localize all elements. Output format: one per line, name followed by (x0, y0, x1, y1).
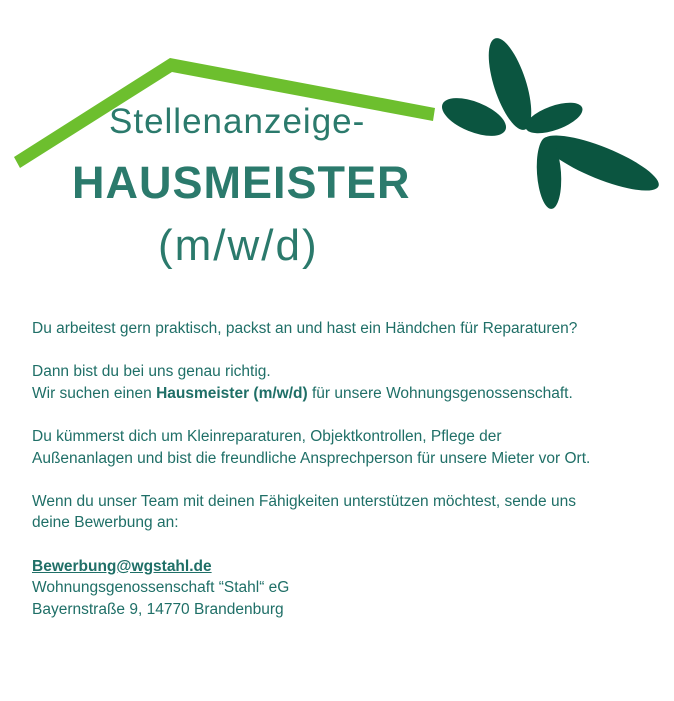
headline-hausmeister: HAUSMEISTER (72, 157, 411, 208)
job-description (32, 318, 592, 620)
email-link[interactable]: Bewerbung@wgstahl.de (32, 557, 212, 575)
offer-line-2-post: für unsere Wohnungsgenossenschaft. (307, 384, 573, 402)
offer-paragraph (32, 361, 592, 404)
headline-stellenanzeige: Stellenanzeige- (109, 102, 366, 141)
intro-question: Du arbeitest gern praktisch, packst an und hast ein Händchen für Reparaturen? (32, 320, 578, 337)
headline-gender-note: (m/w/d) (158, 221, 319, 270)
company-name: Wohnungsgenossenschaft “Stahl“ eG (32, 579, 290, 597)
company-address: Bayernstraße 9, 14770 Brandenburg (32, 600, 284, 618)
contact-block (32, 556, 592, 621)
propeller-leaf-logo-icon (437, 33, 665, 209)
call-to-action: Wenn du unser Team mit deinen Fähigkeiten unterstützen möchtest, sende uns deine Bewerbung an: (32, 492, 576, 532)
offer-position-bold: Hausmeister (m/w/d) (156, 384, 308, 402)
offer-line-2-pre: Wir suchen einen (32, 384, 157, 402)
tasks-paragraph: Du kümmerst dich um Kleinreparaturen, Objektkontrollen, Pflege der Außenanlagen und bist die freundliche Ansprechperson für unsere Mieter vor Ort. (32, 427, 591, 467)
offer-line-1: Dann bist du bei uns genau richtig. (32, 363, 271, 381)
